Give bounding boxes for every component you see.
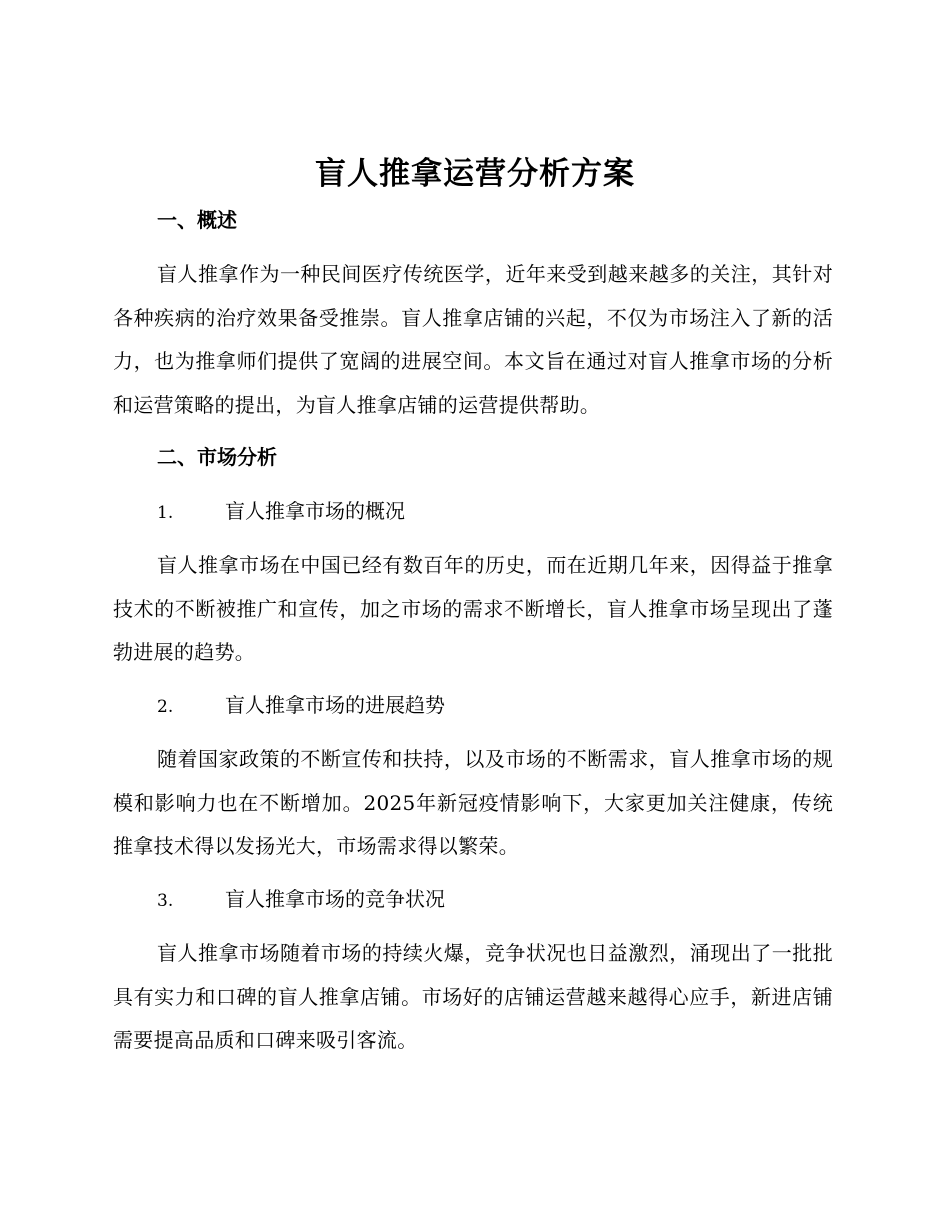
list-item-2	[157, 690, 445, 722]
item-1-paragraph: 盲人推拿市场在中国已经有数百年的历史，而在近期几年来，因得益于推拿技术的不断被推广和宣传，加之市场的需求不断增长，盲人推拿市场呈现出了蓬勃进展的趋势。	[113, 553, 833, 664]
list-item-title: 盲人推拿市场的概况	[225, 499, 405, 523]
list-item-number: 3.	[157, 891, 174, 911]
overview-paragraph: 盲人推拿作为一种民间医疗传统医学，近年来受到越来越多的关注，其针对各种疾病的治疗效果备受推崇。盲人推拿店铺的兴起，不仅为市场注入了新的活力，也为推拿师们提供了宽阔的进展空间。本文旨在通过对盲人推拿市场的分析和运营策略的提出，为盲人推拿店铺的运营提供帮助。	[113, 262, 833, 417]
document-title: 盲人推拿运营分析方案	[315, 156, 635, 192]
list-item-title: 盲人推拿市场的竞争状况	[225, 887, 445, 911]
item-2-paragraph: 随着国家政策的不断宣传和扶持，以及市场的不断需求，盲人推拿市场的规模和影响力也在不断增加。2025年新冠疫情影响下，大家更加关注健康，传统推拿技术得以发扬光大，市场需求得以繁荣。	[113, 747, 833, 858]
list-item-number: 1.	[157, 503, 174, 523]
item-3-paragraph: 盲人推拿市场随着市场的持续火爆，竞争状况也日益激烈，涌现出了一批批具有实力和口碑的盲人推拿店铺。市场好的店铺运营越来越得心应手，新进店铺需要提高品质和口碑来吸引客流。	[113, 941, 833, 1052]
list-item-number: 2.	[157, 697, 174, 717]
list-item-title: 盲人推拿市场的进展趋势	[225, 693, 445, 717]
list-item-1	[157, 496, 405, 528]
section-heading-overview: 一、概述	[157, 208, 237, 232]
list-item-3	[157, 884, 445, 916]
section-heading-market-analysis: 二、市场分析	[157, 445, 277, 469]
